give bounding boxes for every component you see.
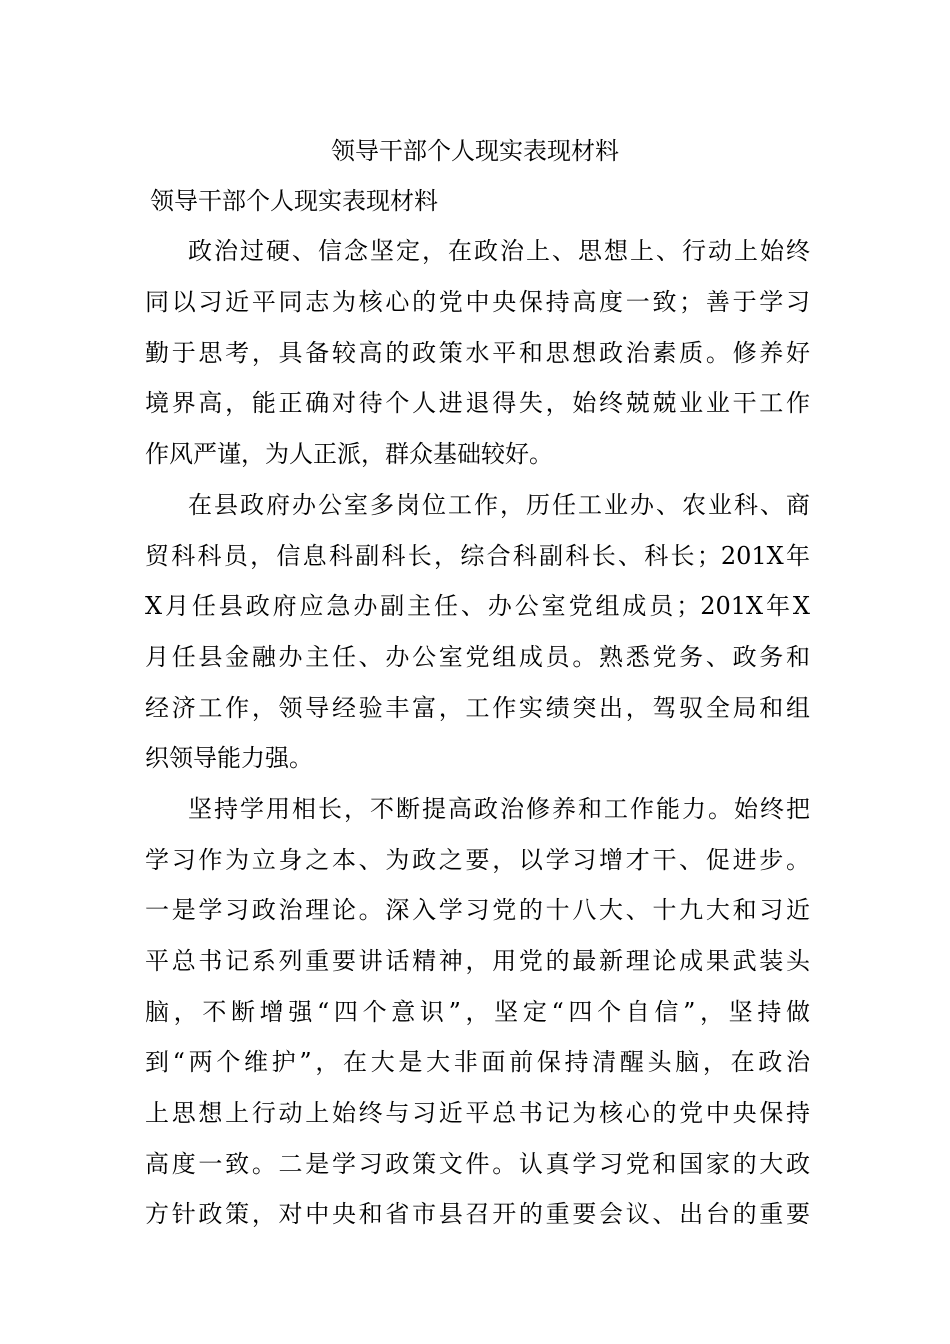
paragraph-line: 高度一致。二是学习政策文件。认真学习党和国家的大政 [145,1150,810,1178]
paragraph-line: 同以习近平同志为核心的党中央保持高度一致；善于学习 [145,288,810,316]
paragraph-line: X月任县政府应急办副主任、办公室党组成员；201X年X [145,592,810,620]
paragraph-line: 到“两个维护”，在大是大非面前保持清醒头脑，在政治 [145,1048,810,1076]
document-title: 领导干部个人现实表现材料 [331,137,619,165]
paragraph-line: 学习作为立身之本、为政之要，以学习增才干、促进步。 [145,846,810,874]
paragraph-line: 勤于思考，具备较高的政策水平和思想政治素质。修养好 [145,339,810,367]
paragraph-line: 经济工作，领导经验丰富，工作实绩突出，驾驭全局和组 [145,694,810,722]
paragraph-line: 脑，不断增强“四个意识”，坚定“四个自信”，坚持做 [145,998,810,1026]
paragraph-line: 作风严谨，为人正派，群众基础较好。 [145,440,553,468]
paragraph-line: 上思想上行动上始终与习近平总书记为核心的党中央保持 [145,1099,810,1127]
paragraph-line: 方针政策，对中央和省市县召开的重要会议、出台的重要 [145,1200,810,1228]
paragraph-line: 一是学习政治理论。深入学习党的十八大、十九大和习近 [145,896,810,924]
paragraph-line: 坚持学用相长，不断提高政治修养和工作能力。始终把 [188,795,810,823]
paragraph-line: 政治过硬、信念坚定，在政治上、思想上、行动上始终 [188,237,810,265]
paragraph-line: 贸科科员，信息科副科长，综合科副科长、科长；201X年 [145,542,810,570]
document-subtitle: 领导干部个人现实表现材料 [150,187,438,215]
paragraph-line: 月任县金融办主任、办公室党组成员。熟悉党务、政务和 [145,643,810,671]
paragraph-line: 织领导能力强。 [145,744,313,772]
paragraph-line: 境界高，能正确对待个人进退得失，始终兢兢业业干工作 [145,389,810,417]
paragraph-line: 在县政府办公室多岗位工作，历任工业办、农业科、商 [188,491,810,519]
paragraph-line: 平总书记系列重要讲话精神，用党的最新理论成果武装头 [145,947,810,975]
